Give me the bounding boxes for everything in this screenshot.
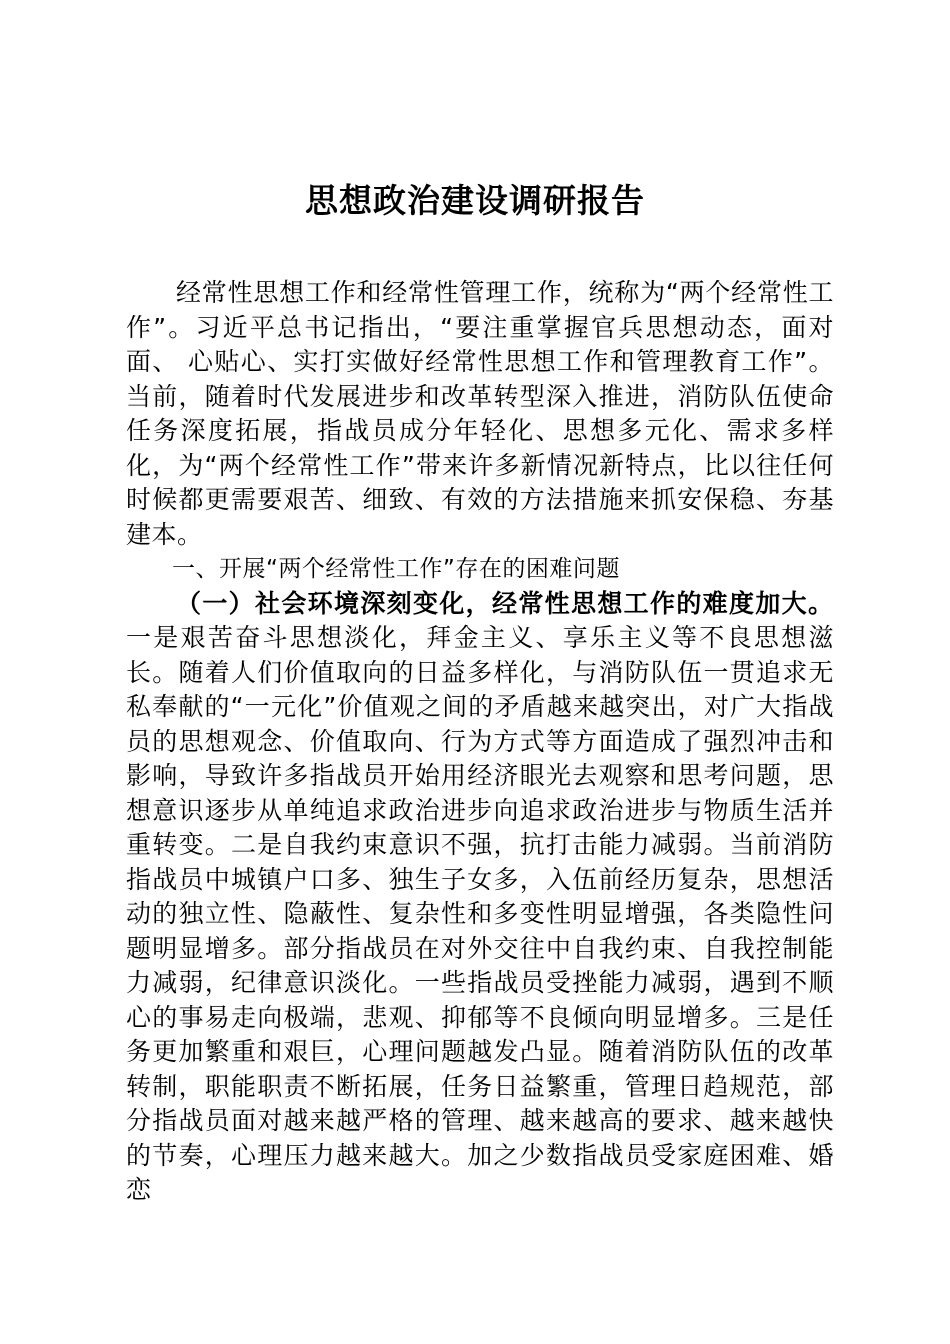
subsection-paragraph: [126, 587, 834, 1208]
intro-paragraph: 经常性思想工作和经常性管理工作，统称为“两个经常性工作”。习近平总书记指出，“要注重掌握官兵思想动态，面对面、 心贴心、实打实做好经常性思想工作和管理教育工作”。当前，随着时代发展进步和改革转型深入推进，消防队伍使命任务深度拓展，指战员成分年轻化、思想多元化、需求多样化，为“两个经常性工作”带来许多新情况新特点，比以往任何时候都更需要艰苦、细致、有效的方法措施来抓安保稳、夯基建本。: [126, 278, 834, 549]
subsection-heading: （一）社会环境深刻变化，经常性思想工作的难度加大。: [176, 588, 834, 618]
document-title: 思想政治建设调研报告: [305, 181, 645, 220]
section-heading: 一、开展“两个经常性工作”存在的困难问题: [172, 556, 620, 582]
subsection-body: 一是艰苦奋斗思想淡化，拜金主义、享乐主义等不良思想滋长。随着人们价值取向的日益多样化，与消防队伍一贯追求无私奉献的“一元化”价值观之间的矛盾越来越突出，对广大指战员的思想观念、价值取向、行为方式等方面造成了强烈冲击和影响，导致许多指战员开始用经济眼光去观察和思考问题，思想意识逐步从单纯追求政治进步向追求政治进步与物质生活并重转变。二是自我约束意识不强，抗打击能力减弱。当前消防指战员中城镇户口多、独生子女多，入伍前经历复杂，思想活动的独立性、隐蔽性、复杂性和多变性明显增强，各类隐性问题明显增多。部分指战员在对外交往中自我约束、自我控制能力减弱，纪律意识淡化。一些指战员受挫能力减弱，遇到不顺心的事易走向极端，悲观、抑郁等不良倾向明显增多。三是任务更加繁重和艰巨，心理问题越发凸显。随着消防队伍的改革转制，职能职责不断拓展，任务日益繁重，管理日趋规范，部分指战员面对越来越严格的管理、越来越高的要求、越来越快的节奏，心理压力越来越大。加之少数指战员受家庭困难、婚恋: [126, 623, 834, 1204]
document-body: [126, 276, 834, 1208]
